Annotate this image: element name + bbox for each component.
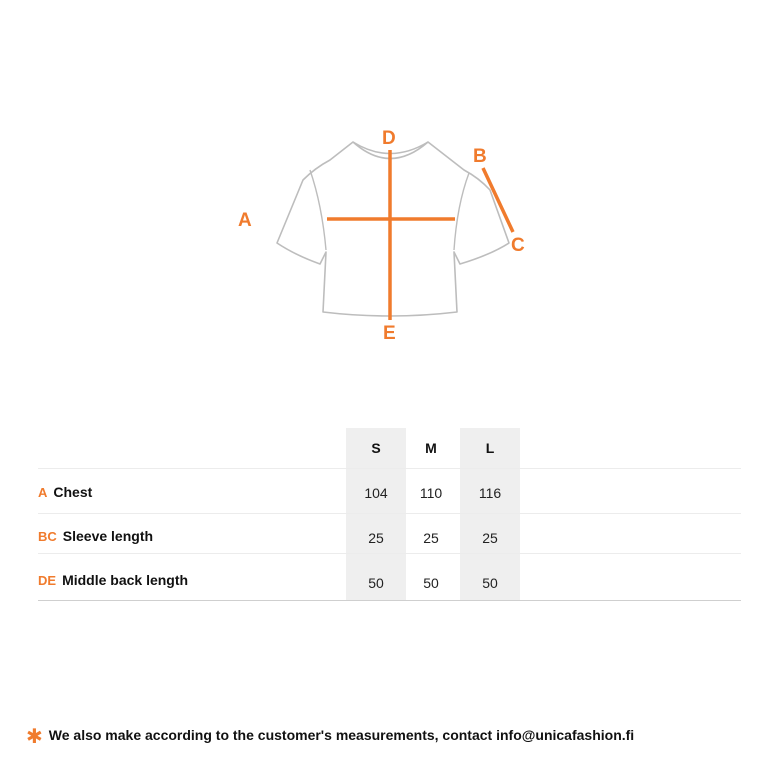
- asterisk-icon: ✱: [26, 726, 43, 748]
- custom-measurements-note: [26, 724, 634, 749]
- table-cell: 50: [368, 575, 384, 591]
- table-cell: 25: [423, 530, 439, 546]
- table-row-label: [38, 484, 92, 500]
- label-d: D: [382, 128, 396, 149]
- sleeve-seam-right: [454, 173, 469, 250]
- label-b: B: [473, 146, 487, 167]
- table-cell: 50: [423, 575, 439, 591]
- row-code: A: [38, 485, 48, 500]
- table-row-label: [38, 572, 188, 588]
- tshirt-body-outline: [277, 142, 509, 316]
- table-cell: 25: [482, 530, 498, 546]
- sleeve-seam-left: [310, 170, 326, 250]
- label-e: E: [383, 323, 396, 344]
- measurement-diagram: [0, 0, 780, 380]
- table-divider: [38, 468, 741, 469]
- row-name: Chest: [53, 484, 93, 500]
- note-text: We also make according to the customer's measurements, contact info@unicafashion.fi: [48, 727, 635, 743]
- size-header-s: S: [371, 440, 381, 456]
- label-c: C: [511, 235, 525, 256]
- table-cell: 110: [419, 485, 443, 501]
- table-divider: [38, 513, 741, 514]
- table-cell: 104: [364, 485, 388, 501]
- label-a: A: [238, 210, 252, 231]
- row-code: BC: [38, 529, 57, 544]
- row-code: DE: [38, 573, 57, 588]
- table-cell: 25: [368, 530, 384, 546]
- row-name: Middle back length: [62, 572, 189, 588]
- table-row-label: [38, 528, 153, 544]
- sleeve-measure-line: [483, 168, 513, 232]
- table-cell: 50: [482, 575, 498, 591]
- size-header-l: L: [485, 440, 495, 456]
- size-table: [38, 428, 741, 602]
- table-bottom-border: [38, 600, 741, 601]
- table-cell: 116: [478, 485, 502, 501]
- size-header-m: M: [425, 440, 437, 456]
- table-divider: [38, 553, 741, 554]
- row-name: Sleeve length: [62, 528, 154, 544]
